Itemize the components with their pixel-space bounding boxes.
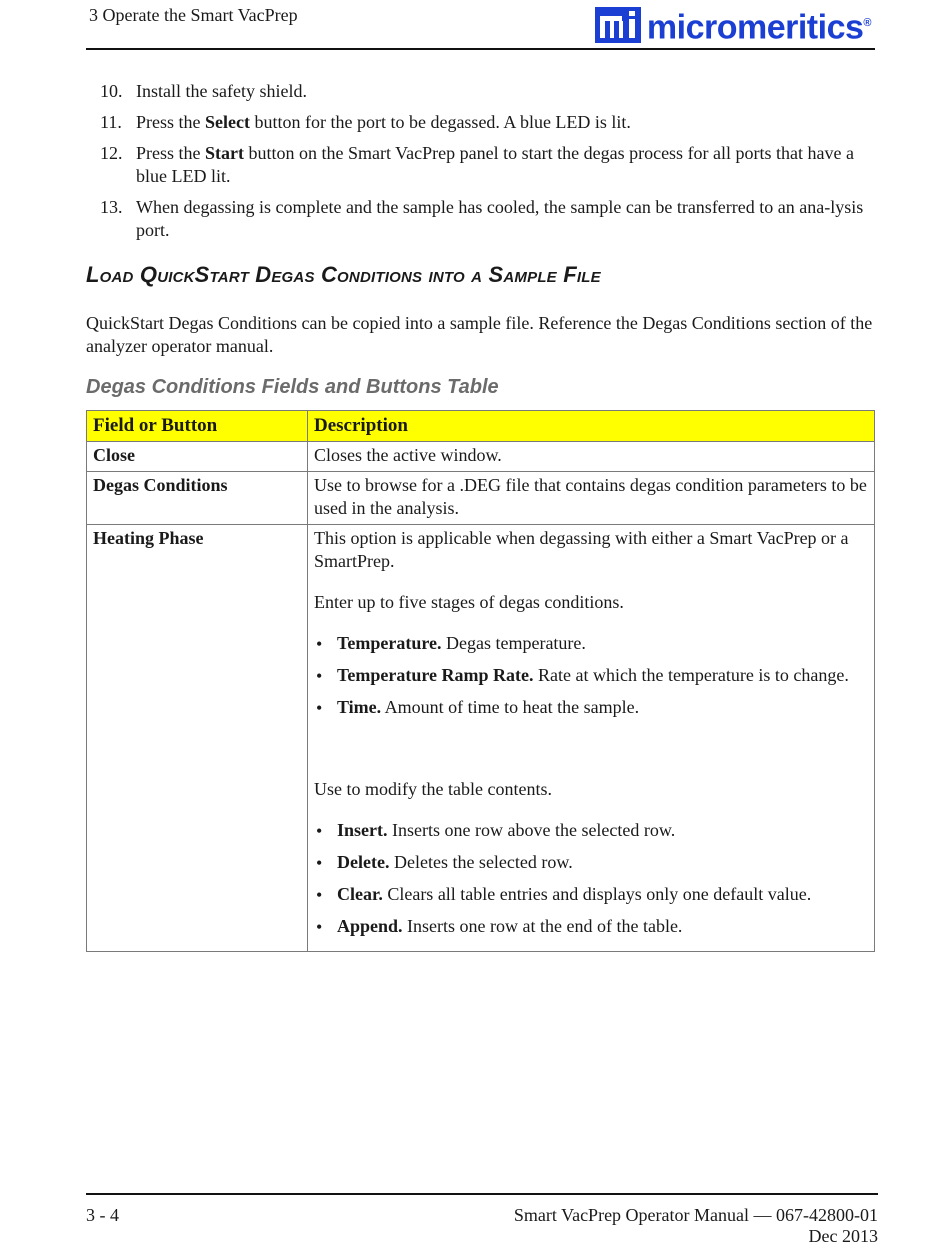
page-footer [86, 1193, 878, 1246]
field-description [308, 472, 875, 525]
bullet-item [314, 819, 868, 842]
spacer [314, 614, 868, 632]
footer-info [514, 1205, 878, 1247]
list-item [86, 196, 875, 242]
table-row [87, 525, 875, 952]
bullet-item [314, 664, 868, 687]
bullet-term: Temperature Ramp Rate. [337, 665, 534, 685]
section-title: Load QuickStart Degas Conditions into a Sample File [86, 262, 601, 287]
table-row [87, 442, 875, 472]
chapter-title: 3 Operate the Smart VacPrep [89, 5, 298, 25]
bullet-term: Time. [337, 697, 382, 717]
spacer [314, 573, 868, 591]
bullet-item [314, 883, 868, 906]
bullet-term: Temperature. [337, 633, 442, 653]
step-number: 13. [100, 197, 123, 217]
bullet-term: Append. [337, 916, 403, 936]
bullet-text: Inserts one row at the end of the table. [402, 916, 683, 936]
degas-conditions-table [86, 410, 875, 952]
list-item [86, 142, 875, 188]
bullet-text: Amount of time to heat the sample. [381, 697, 640, 717]
field-name: Heating Phase [87, 525, 308, 952]
field-description [308, 442, 875, 472]
page-number: 3 - 4 [86, 1205, 119, 1225]
page-header [86, 0, 875, 50]
field-description [308, 525, 875, 952]
publication-date: Dec 2013 [808, 1226, 878, 1246]
bullet-text: Rate at which the temperature is to change. [533, 665, 849, 685]
step-text: Press the [136, 112, 205, 132]
bullet-item [314, 696, 868, 719]
logo-wordmark: micromeritics® [646, 8, 871, 47]
description-paragraph: Use to browse for a .DEG file that contains degas condition parameters to be used in the analysis. [314, 475, 867, 518]
bullet-item [314, 632, 868, 655]
table-row [87, 472, 875, 525]
bullet-list [314, 632, 868, 719]
description-paragraph: This option is applicable when degassing with either a Smart VacPrep or a SmartPrep. [314, 528, 849, 571]
step-text: Install the safety shield. [136, 81, 307, 101]
column-header-field: Field or Button [87, 411, 308, 442]
step-number: 11. [100, 112, 122, 132]
step-number: 12. [100, 143, 123, 163]
bullet-term: Clear. [337, 884, 383, 904]
bullet-term: Delete. [337, 852, 390, 872]
description-paragraph: Use to modify the table contents. [314, 779, 552, 799]
field-name: Close [87, 442, 308, 472]
description-paragraph: Enter up to five stages of degas conditions. [314, 592, 624, 612]
bullet-term: Insert. [337, 820, 388, 840]
micromeritics-logo-icon [595, 7, 641, 43]
brand-logo [595, 5, 871, 45]
list-item [86, 80, 875, 103]
bullet-item [314, 851, 868, 874]
section-intro: QuickStart Degas Conditions can be copied into a sample file. Reference the Degas Conditions section of the analyzer operator manual. [86, 313, 873, 356]
bullet-list [314, 819, 868, 938]
step-emphasis: Start [205, 143, 244, 163]
bullet-text: Clears all table entries and displays only one default value. [382, 884, 812, 904]
table-title: Degas Conditions Fields and Buttons Table [86, 376, 499, 398]
procedure-steps [86, 80, 875, 250]
spacer [314, 728, 868, 778]
step-emphasis: Select [205, 112, 250, 132]
table-header-row [87, 411, 875, 442]
step-text: When degassing is complete and the sample has cooled, the sample can be transferred to an ana-lysis port. [136, 197, 864, 240]
bullet-item [314, 915, 868, 938]
manual-title: Smart VacPrep Operator Manual — 067-42800-01 [513, 1205, 878, 1225]
list-item [86, 111, 875, 134]
column-header-description: Description [308, 411, 875, 442]
description-paragraph: Closes the active window. [314, 445, 502, 465]
bullet-text: Deletes the selected row. [389, 852, 573, 872]
spacer [314, 801, 868, 819]
field-name: Degas Conditions [87, 472, 308, 525]
bullet-text: Inserts one row above the selected row. [387, 820, 676, 840]
step-number: 10. [100, 81, 123, 101]
step-text: button on the Smart VacPrep panel to start the degas process for all ports that have a blue LED lit. [136, 143, 855, 186]
bullet-text: Degas temperature. [441, 633, 586, 653]
step-text: button for the port to be degassed. A blue LED is lit. [249, 112, 631, 132]
step-text: Press the [136, 143, 205, 163]
